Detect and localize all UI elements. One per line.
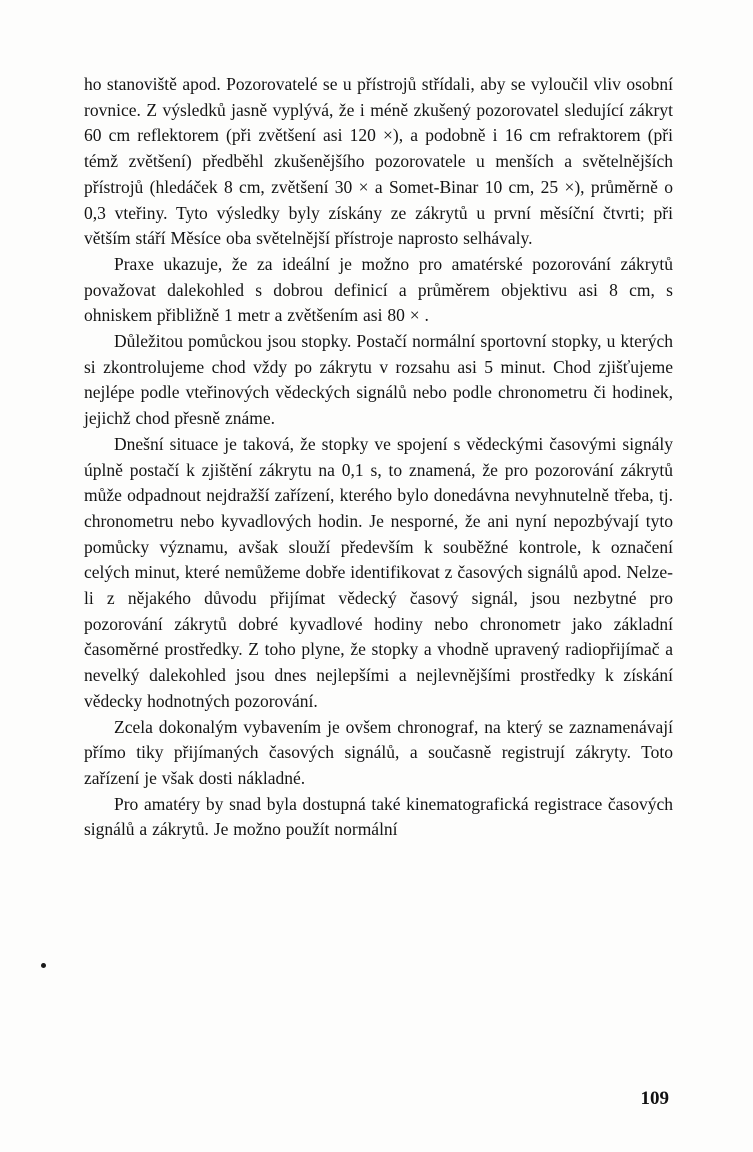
paragraph: Pro amatéry by snad byla dostupná také kinematografická registrace časových signálů a zákrytů. Je možno použít normální — [84, 793, 673, 840]
paragraph: Praxe ukazuje, že za ideální je možno pro amatérské pozorování zákrytů považovat dalekohled s dobrou definicí a průměrem objektivu asi 8 cm, s ohniskem přibližně 1 metr a zvětšením asi 80 × . — [84, 253, 673, 326]
margin-dot-mark — [41, 963, 46, 968]
paragraph: Důležitou pomůckou jsou stopky. Postačí normální sportovní stopky, u kterých si zkontrolujeme chod vždy po zákrytu v rozsahu asi 5 minut. Chod zjišťujeme nejlépe podle vteřinových vědeckých signálů nebo podle chronometru či hodinek, jejichž chod přesně známe. — [84, 331, 673, 429]
text-block — [84, 72, 673, 843]
paragraph-continuation: ho stanoviště apod. Pozorovatelé se u přístrojů střídali, aby se vyloučil vliv osobní rovnice. Z výsledků jasně vyplývá, že i méně zkušený pozorovatel sledující zákryt 60 cm reflektorem (při zvětšení asi 120 ×), a podobně i 16 cm refraktorem (při témž zvětšení) předběhl zkušenějšího pozorovatele u menších a světelnějších přístrojů (hledáček 8 cm, zvětšení 30 × a Somet-Binar 10 cm, 25 ×), průměrně o 0,3 vteřiny. Tyto výsledky byly získány ze zákrytů u první měsíční čtvrti; při větším stáří Měsíce oba světelnější přístroje naprosto selhávaly. — [84, 74, 673, 249]
paragraph: Dnešní situace je taková, že stopky ve spojení s vědeckými časovými signály úplně postačí k zjištění zákrytu na 0,1 s, to znamená, že pro pozorování zákrytů může odpadnout nejdražší zařízení, kterého bylo donedávna nevyhnutelně třeba, tj. chronometru nebo kyvadlových hodin. Je nesporné, že ani nyní nepozbývají tyto pomůcky významu, avšak slouží především k souběžné kontrole, k označení celých minut, které nemůžeme dobře identifikovat z časových signálů apod. Nelze-li z nějakého důvodu přijímat vědecký časový signál, jsou nezbytné pro pozorování zákrytů dobré kyvadlové hodiny nebo chronometr jako základní časoměrné prostředky. Z toho plyne, že stopky a vhodně upravený radiopřijímač a nevelký dalekohled jsou dnes nejlepšími a nejlevnějšími prostředky k získání vědecky hodnotných pozorování. — [84, 433, 673, 711]
paragraph: Zcela dokonalým vybavením je ovšem chronograf, na který se zaznamenávají přímo tiky přijímaných časových signálů, a současně registrují zákryty. Toto zařízení je však dosti nákladné. — [84, 716, 673, 788]
page-number: 109 — [640, 1088, 669, 1109]
